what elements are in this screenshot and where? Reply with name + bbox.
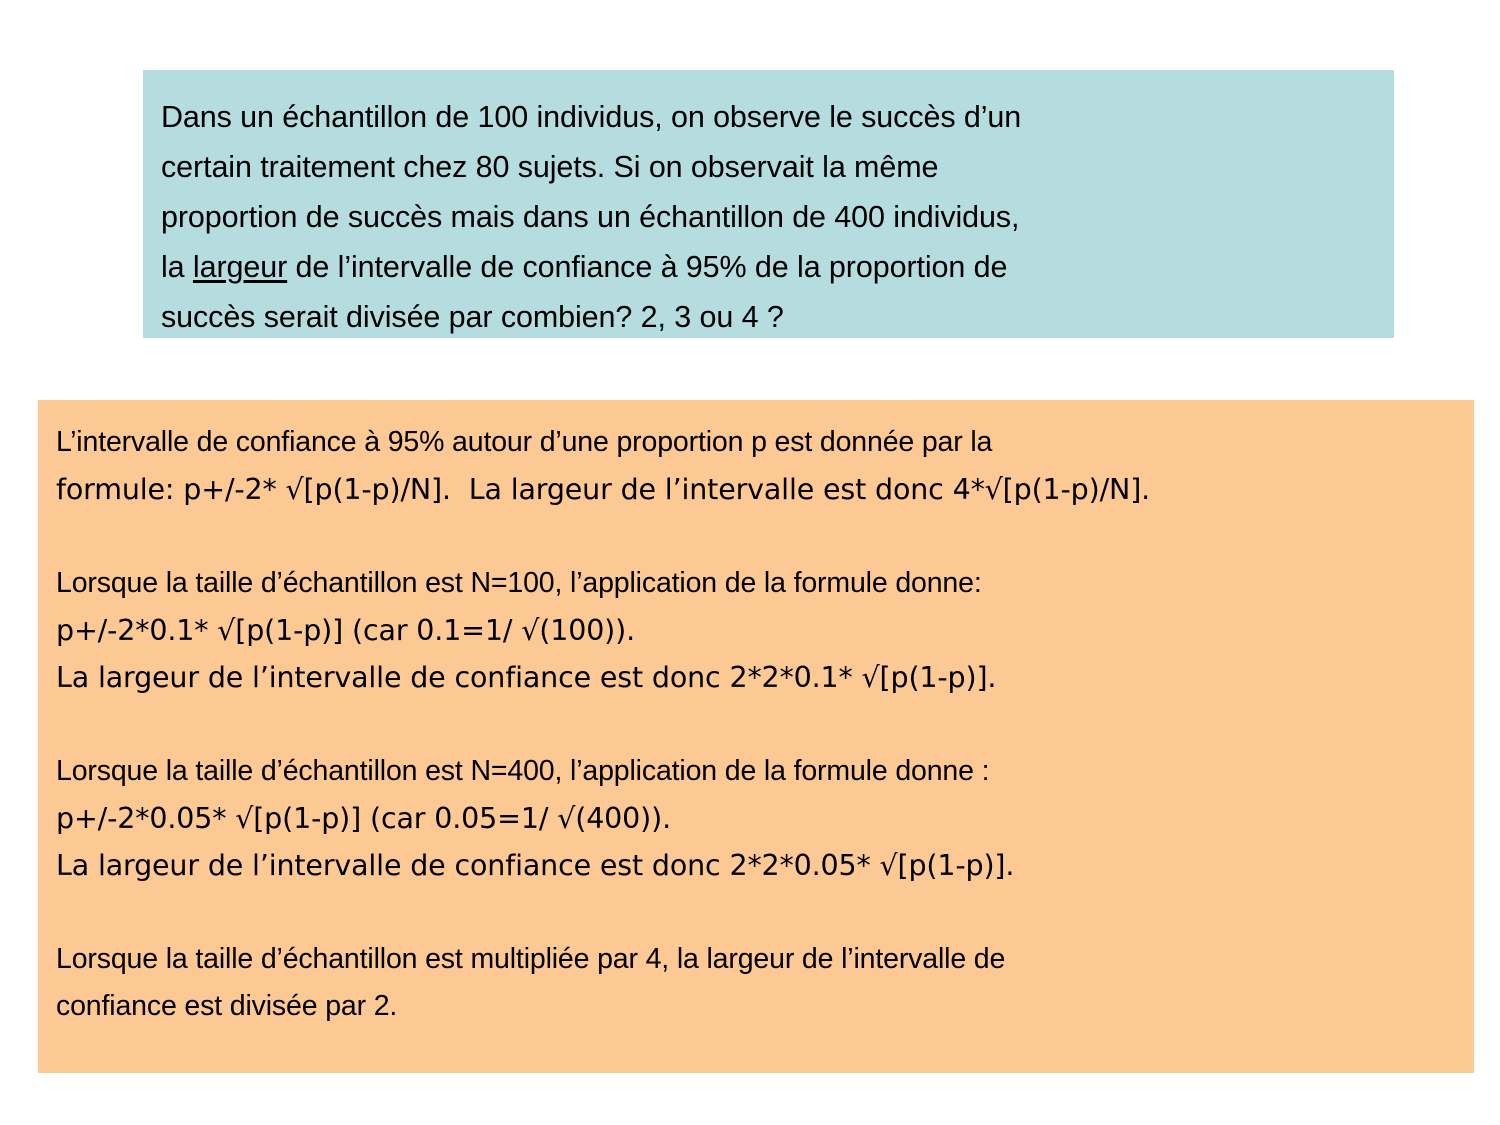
- question-line-1: Dans un échantillon de 100 individus, on observe le succès d’un: [161, 100, 1022, 134]
- answer-paragraph-formula: [56, 419, 1458, 513]
- answer-p2-line-3: La largeur de l’intervalle de confiance est donc 2*2*0.1* √[p(1-p)].: [56, 661, 997, 694]
- answer-p2-line-1: Lorsque la taille d’échantillon est N=100, l’application de la formule donne:: [56, 567, 982, 599]
- question-line-4-suffix: de l’intervalle de confiance à 95% de la proportion de: [287, 250, 1008, 284]
- question-line-2: certain traitement chez 80 sujets. Si on observait la même: [161, 150, 939, 184]
- answer-paragraph-n400: [56, 748, 1458, 889]
- answer-p4-line-1: Lorsque la taille d’échantillon est multipliée par 4, la largeur de l’intervalle de: [56, 943, 1006, 975]
- question-panel: [143, 70, 1394, 338]
- answer-paragraph-conclusion: [56, 936, 1458, 1030]
- answer-p3-line-2: p+/-2*0.05* √[p(1-p)] (car 0.05=1/ √(400)).: [56, 802, 671, 835]
- answer-p4-line-2: confiance est divisée par 2.: [56, 990, 398, 1022]
- answer-text-block: [56, 419, 1458, 1030]
- question-line-4: [161, 242, 1376, 292]
- answer-p1-line-1: L’intervalle de confiance à 95% autour d’une proportion p est donnée par la: [56, 426, 993, 458]
- question-emphasis-largeur: largeur: [192, 250, 288, 284]
- answer-paragraph-n100: [56, 560, 1458, 701]
- question-line-3: proportion de succès mais dans un échantillon de 400 individus,: [161, 200, 1020, 234]
- paragraph-spacer-3: [56, 889, 1458, 936]
- question-text-block: [161, 92, 1376, 342]
- paragraph-spacer-2: [56, 701, 1458, 748]
- answer-p1-line-2: formule: p+/-2* √[p(1-p)/N]. La largeur de l’intervalle est donc 4*√[p(1-p)/N].: [56, 473, 1151, 506]
- answer-p3-line-1: Lorsque la taille d’échantillon est N=400, l’application de la formule donne :: [56, 755, 990, 787]
- answer-panel: [38, 400, 1474, 1073]
- question-line-5: succès serait divisée par combien? 2, 3 ou 4 ?: [161, 300, 784, 334]
- answer-p2-line-2: p+/-2*0.1* √[p(1-p)] (car 0.1=1/ √(100)).: [56, 614, 636, 647]
- paragraph-spacer-1: [56, 513, 1458, 560]
- question-line-4-prefix: la: [161, 250, 193, 284]
- answer-p3-line-3: La largeur de l’intervalle de confiance est donc 2*2*0.05* √[p(1-p)].: [56, 849, 1015, 882]
